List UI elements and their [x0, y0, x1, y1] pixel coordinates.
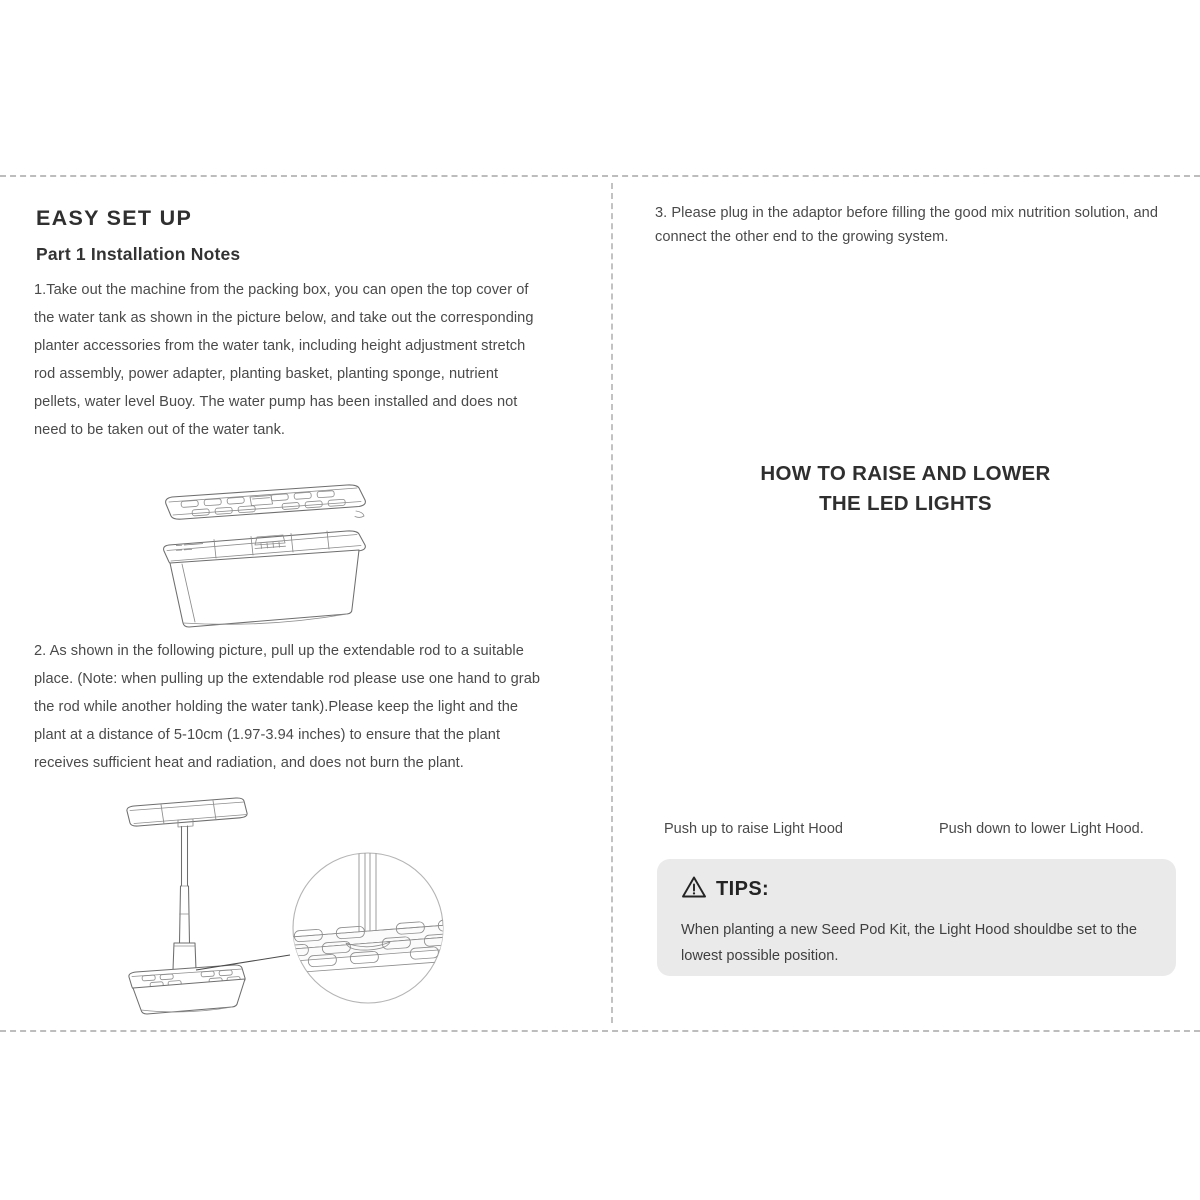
section-heading-raise-lower	[611, 459, 1200, 519]
caption-push-up: Push up to raise Light Hood	[664, 821, 843, 837]
warning-triangle-icon	[681, 875, 707, 904]
water-tank-and-lid-illustration	[151, 471, 401, 631]
section-subtitle: Part 1 Installation Notes	[36, 244, 241, 264]
section-heading-line-1: HOW TO RAISE AND LOWER	[760, 462, 1051, 485]
instruction-step-3: 3. Please plug in the adaptor before filling the good mix nutrition solution, and connect the other end to the growing system.	[655, 205, 1158, 245]
left-column	[0, 175, 611, 1031]
tips-header	[681, 875, 769, 904]
extendable-rod-with-magnifier-detail-illustration	[108, 788, 448, 1018]
tips-label: TIPS:	[716, 878, 770, 900]
right-column	[611, 175, 1200, 1031]
page-title: EASY SET UP	[36, 206, 193, 230]
caption-push-down: Push down to lower Light Hood.	[939, 821, 1144, 837]
instruction-step-1: 1.Take out the machine from the packing box, you can open the top cover of the water tank as shown in the picture below, and take out the corresponding planter accessories from the water tank, including height adjustment stretch rod assembly, power adapter, planting basket, planting sponge, nutrient pellets, water level Buoy. The water pump has been installed and does not need to be taken out of the water tank.	[34, 282, 534, 438]
tips-body-text: When planting a new Seed Pod Kit, the Light Hood shouldbe set to the lowest possible position.	[681, 922, 1137, 964]
tips-callout-box	[657, 859, 1176, 976]
instruction-step-2: 2. As shown in the following picture, pull up the extendable rod to a suitable place. (Note: when pulling up the extendable rod please use one hand to grab the rod while another holding the water tank).Please keep the light and the plant at a distance of 5-10cm (1.97-3.94 inches) to ensure that the plant receives sufficient heat and radiation, and does not burn the plant.	[34, 643, 541, 771]
section-heading-line-2: THE LED LIGHTS	[819, 492, 992, 515]
